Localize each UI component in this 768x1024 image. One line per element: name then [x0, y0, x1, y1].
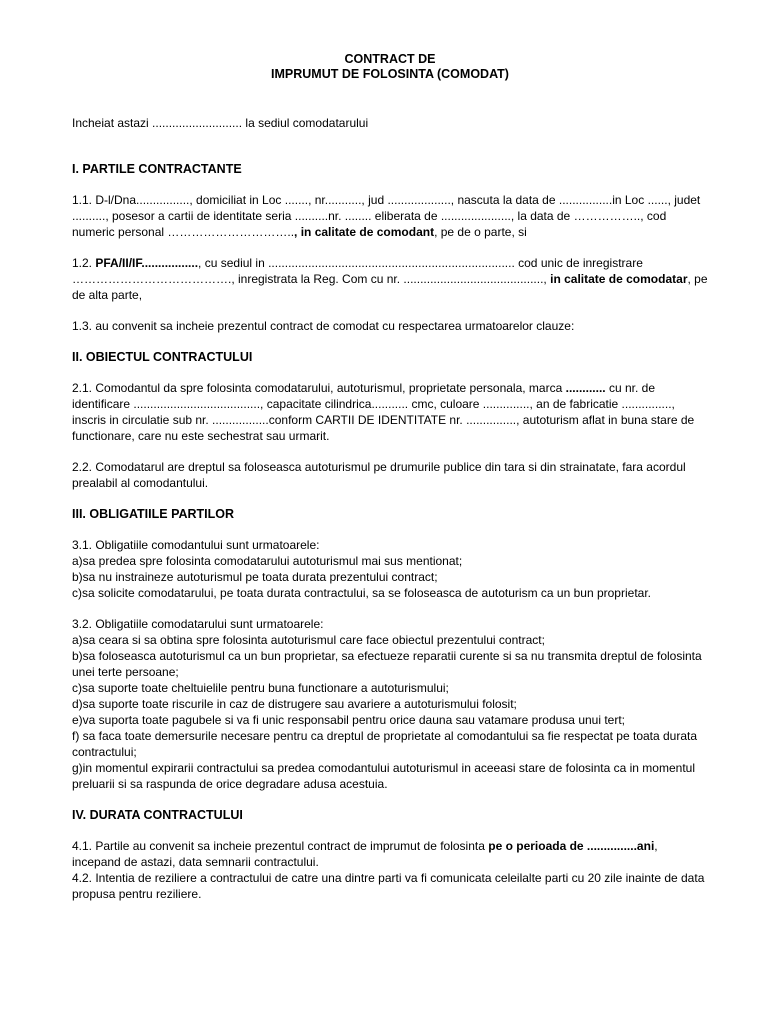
clause-1-1-text: 1.1. D-l/Dna................, domiciliat in Loc ......., nr..........., jud ..................., nascuta la data de ................in Loc ......, judet .........., posesor a cartii de identitate seria ..........nr. ........ eliberata de ....................., la data de …………….., cod numeric personal …………………………..	[72, 193, 701, 239]
clause-2-2: 2.2. Comodatarul are dreptul sa foloseasca autoturismul pe drumurile publice din tara si din strainatate, fara acordul prealabil al comodantului.	[72, 460, 686, 490]
clause-1-2-end: , pe de alta parte,	[72, 272, 708, 302]
list-item: a)sa ceara si sa obtina spre folosinta autoturismul care face obiectul prezentului contract;	[72, 633, 545, 647]
section-3-heading: III. OBLIGATIILE PARTILOR	[72, 507, 235, 521]
clause-1-2-number: 1.2.	[72, 256, 96, 270]
intro-line: Incheiat astazi ........................... la sediul comodatarului	[72, 116, 369, 130]
clause-3-2	[72, 616, 708, 792]
list-item: f) sa faca toate demersurile necesare pentru ca dreptul de proprietate al comodantului sa fie respectat pe toata durata contractului;	[72, 729, 698, 759]
clause-3-2-intro: 3.2. Obligatiile comodatarului sunt urmatoarele:	[72, 617, 324, 631]
list-item: e)va suporta toate pagubele si va fi unic responsabil pentru orice dauna sau vatamare produsa unui tert;	[72, 713, 626, 727]
section-4-heading: IV. DURATA CONTRACTULUI	[72, 808, 243, 822]
clause-4-1	[72, 838, 708, 870]
clause-1-2-text: , cu sediul in .......................................................................... cod unic de inregistrare …………………………………., inregistrata la Reg. Com cu nr. ..........................................,	[72, 256, 643, 286]
clause-3-1	[72, 537, 708, 601]
clause-1-2-entity: PFA/II/IF.................	[95, 256, 199, 270]
section-1-heading: I. PARTILE CONTRACTANTE	[72, 162, 242, 176]
list-item: b)sa foloseasca autoturismul ca un bun proprietar, sa efectueze reparatii curente si sa nu transmita dreptul de folosinta unei terte persoane;	[72, 649, 702, 679]
clause-2-1-text: 2.1. Comodantul da spre folosinta comodatarului, autoturismul, proprietate personala, marca	[72, 381, 566, 395]
list-item: g)in momentul expirarii contractului sa predea comodantului autoturismul in aceeasi stare de folosinta ca in momentul preluarii si sa raspunda de orice degradare adusa acestuia.	[72, 761, 695, 791]
clause-1-2-role: in calitate de comodatar	[550, 272, 688, 286]
clause-1-2	[72, 255, 708, 303]
list-item: c)sa suporte toate cheltuielile pentru buna functionare a autoturismului;	[72, 681, 449, 695]
clause-1-3: 1.3. au convenit sa incheie prezentul contract de comodat cu respectarea urmatoarelor clauze:	[72, 319, 575, 333]
contract-title-line-2: IMPRUMUT DE FOLOSINTA (COMODAT)	[271, 67, 509, 81]
clause-4-1-period: pe o perioada de ...............ani	[488, 839, 655, 853]
contract-title-line-1: CONTRACT DE	[344, 52, 436, 66]
clause-3-1-intro: 3.1. Obligatiile comodantului sunt urmatoarele:	[72, 538, 320, 552]
list-item: b)sa nu instraineze autoturismul pe toata durata prezentului contract;	[72, 570, 438, 584]
list-item: a)sa predea spre folosinta comodatarului autoturismul mai sus mentionat;	[72, 554, 463, 568]
clause-2-1-brand: ............	[565, 381, 606, 395]
section-2-heading: II. OBIECTUL CONTRACTULUI	[72, 350, 253, 364]
clause-1-1-end: , pe de o parte, si	[434, 225, 527, 239]
list-item: c)sa solicite comodatarului, pe toata durata contractului, sa se foloseasca de autoturism ca un bun proprietar.	[72, 586, 651, 600]
clause-2-1	[72, 380, 708, 444]
clause-2-1-rest: cu nr. de identificare ......................................, capacitate cilindrica........... cmc, culoare .............., an de fabricatie ..............., inscris in circulatie sub nr. .................conform CARTII DE IDENTITATE nr. ..............., autoturism aflat in buna stare de functionare, care nu este sechestrat sau urmarit.	[72, 381, 695, 443]
clause-4-1-end: , incepand de astazi, data semnarii contractului.	[72, 839, 658, 869]
clause-4-2: 4.2. Intentia de reziliere a contractului de catre una dintre parti va fi comunicata celeilalte parti cu 20 zile inainte de data propusa pentru reziliere.	[72, 871, 705, 901]
clause-1-1	[72, 192, 708, 240]
clause-1-1-role: , in calitate de comodant	[294, 225, 435, 239]
list-item: d)sa suporte toate riscurile in caz de distrugere sau avariere a autoturismului folosit;	[72, 697, 517, 711]
clause-4-1-text: 4.1. Partile au convenit sa incheie prezentul contract de imprumut de folosinta	[72, 839, 489, 853]
